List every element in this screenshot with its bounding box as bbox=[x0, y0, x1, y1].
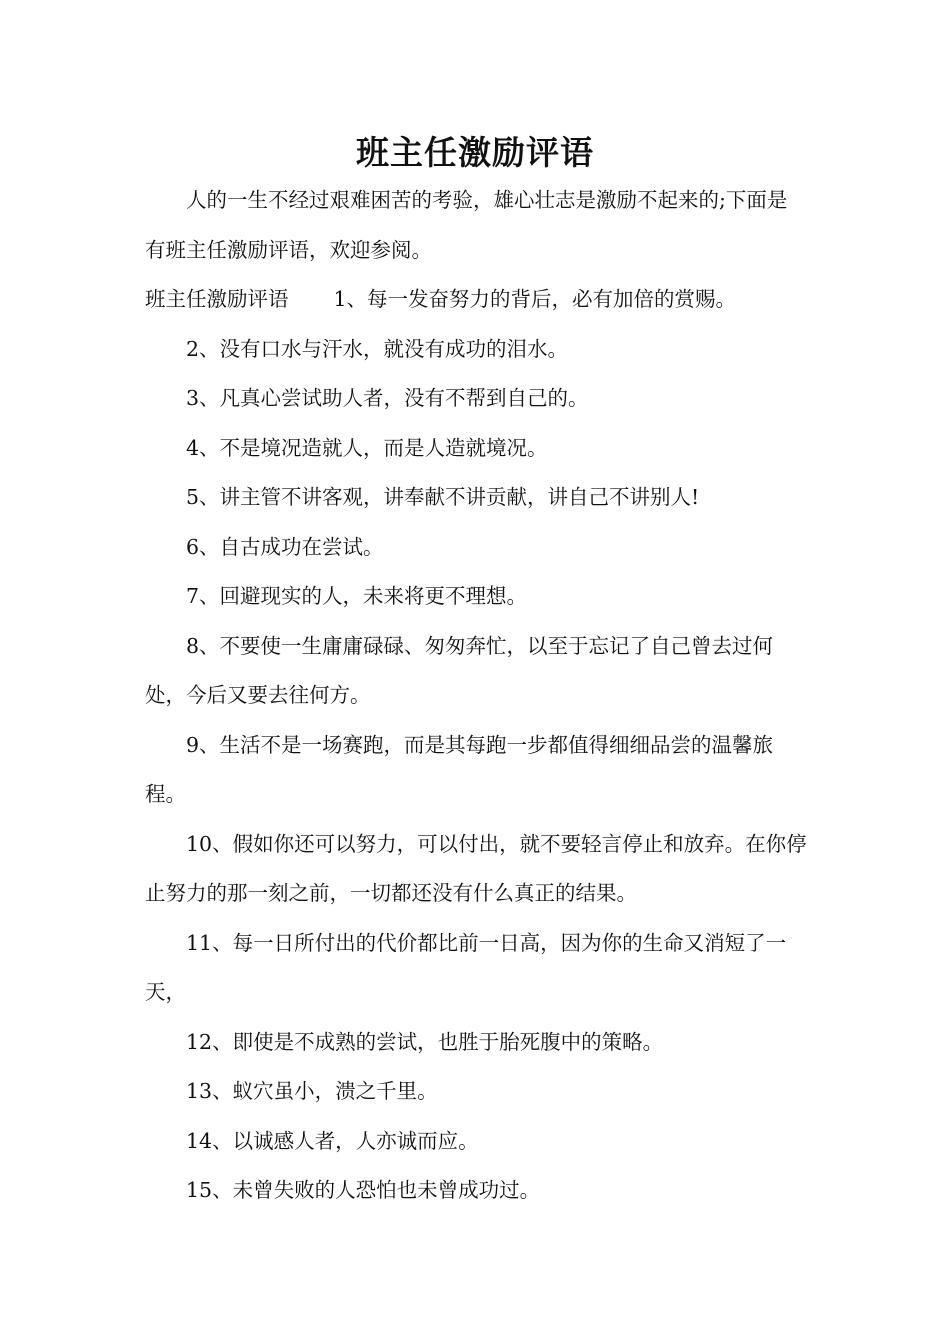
intro-paragraph bbox=[145, 176, 807, 275]
section-label: 班主任激励评语 bbox=[145, 287, 289, 311]
list-item: 14、以诚感人者，人亦诚而应。 bbox=[186, 1128, 479, 1153]
list-item: 9、生活不是一场赛跑，而是其每跑一步都值得细细品尝的温馨旅程。 bbox=[145, 732, 774, 806]
list-item: 15、未曾失败的人恐怕也未曾成功过。 bbox=[186, 1178, 541, 1202]
intro-line-2: 面是有班主任激励评语，欢迎参阅。 bbox=[145, 188, 788, 262]
list-item: 13、蚁穴虽小，溃之千里。 bbox=[186, 1079, 438, 1103]
list-item: 3、凡真心尝试助人者，没有不帮到自己的。 bbox=[186, 386, 589, 410]
list-item: 2、没有口水与汗水，就没有成功的泪水。 bbox=[186, 336, 569, 361]
list-item: 10、假如你还可以努力，可以付出，就不要轻言停止和放弃。在你停止努力的那一刻之前，一切都还没有什么真正的结果。 bbox=[145, 831, 807, 905]
list-item: 5、讲主管不讲客观，讲奉献不讲贡献，讲自己不讲别人! bbox=[186, 485, 700, 509]
list-item: 6、自古成功在尝试。 bbox=[186, 534, 384, 559]
list-item: 7、回避现实的人，未来将更不理想。 bbox=[186, 584, 528, 608]
intro-line-1: 人的一生不经过艰难困苦的考验，雄心壮志是激励不起来的;下 bbox=[186, 188, 747, 212]
document-title: 班主任激励评语 bbox=[356, 133, 594, 172]
list-item: 4、不是境况造就人，而是人造就境况。 bbox=[186, 435, 548, 460]
document-body bbox=[145, 176, 807, 1216]
item-text: 1、每一发奋努力的背后，必有加倍的赏赐。 bbox=[333, 287, 737, 311]
list-item bbox=[145, 275, 807, 325]
list-item: 12、即使是不成熟的尝试，也胜于胎死腹中的策略。 bbox=[186, 1029, 664, 1054]
list-item: 11、每一日所付出的代价都比前一日高，因为你的生命又消短了一天， bbox=[145, 930, 787, 1004]
list-item: 8、不要使一生庸庸碌碌、匆匆奔忙，以至于忘记了自己曾去过何处，今后又要去往何方。 bbox=[145, 633, 774, 707]
